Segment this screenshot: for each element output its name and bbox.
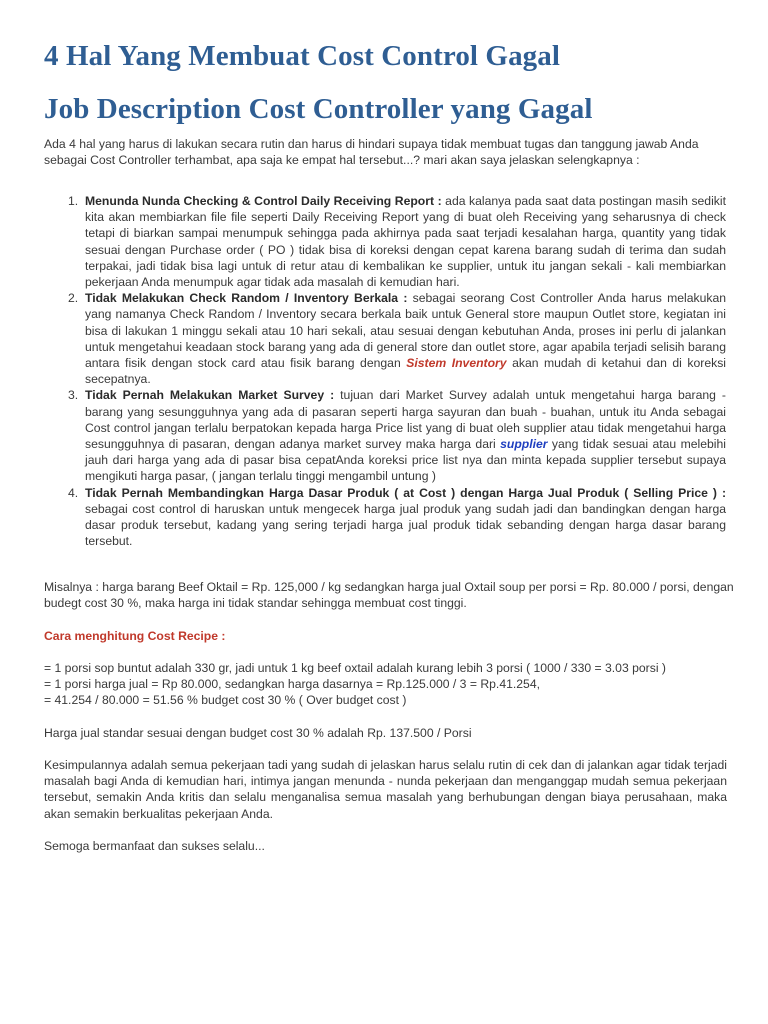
supplier-link[interactable]: supplier (500, 437, 548, 452)
article-title: 4 Hal Yang Membuat Cost Control Gagal (44, 40, 561, 72)
intro-paragraph: Ada 4 hal yang harus di lakukan secara rutin dan harus di hindari supaya tidak membuat tugas dan tanggung jawab Anda sebagai Cost Controller terhambat, apa saja ke empat hal tersebut...? mari akan saya jelaskan selengkapnya : (44, 137, 699, 168)
calc-line: = 41.254 / 80.000 = 51.56 % budget cost 30 % ( Over budget cost ) (44, 693, 407, 707)
list-item: 2. Tidak Melakukan Check Random / Inventory Berkala : sebagai seorang Cost Controller Anda harus melakukan yang namanya Check Random / Inventory secara berkala baik untuk General store maupun Outlet store, kegiatan ini bisa di lakukan 1 minggu sekali atau 10 hari sekali, atau sesuai dengan kebutuhan Anda, proses ini perlu di jalankan untuk mengetahui keadaan stock barang yang ada di general store dan outlet store, agar apabila terjadi selisih barang antara fisik dengan stock card atau fisik barang dengan Sistem Inventory akan mudah di ketahui dan di koreksi secepatnya. (68, 291, 727, 387)
list-item-heading: Tidak Pernah Membandingkan Harga Dasar Produk ( at Cost ) dengan Harga Jual Produk ( Selling Price ) : (85, 485, 726, 500)
list-item: 4. Tidak Pernah Membandingkan Harga Dasar Produk ( at Cost ) dengan Harga Jual Produk ( Selling Price ) : sebagai cost control di haruskan untuk mengecek harga jual produk yang sudah jadi dan bandingkan dengan harga dasar produk tersebut, kadang yang sering terjadi harga jual produk tidak sebanding dengan harga dasar barang tersebut. (68, 485, 726, 549)
closing-text: Semoga bermanfaat dan sukses selalu... (44, 839, 265, 853)
list-item-heading: Tidak Melakukan Check Random / Inventory Berkala : (85, 291, 408, 306)
list-item-text: sebagai seorang Cost Controller Anda harus melakukan yang namanya Check Random / Inventory secara berkala baik untuk General store maupun Outlet store, kegiatan ini bisa di lakukan 1 minggu sekali atau 10 hari sekali, atau sesuai dengan kebutuhan Anda, proses ini perlu di jalankan untuk mengetahui keadaan stock barang yang ada di general store dan outlet store, agar apabila terjadi selisih barang antara fisik dengan stock card atau fisik barang dengan (85, 291, 727, 371)
list-item-text: akan mudah di ketahui dan di koreksi secepatnya. (85, 356, 726, 387)
example-paragraph: Misalnya : harga barang Beef Oktail = Rp. 125,000 / kg sedangkan harga jual Oxtail soup per porsi = Rp. 80.000 / porsi, dengan budegt cost 30 %, maka harga ini tidak standar sehingga membuat cost tinggi. (44, 580, 734, 611)
article-subtitle: Job Description Cost Controller yang Gagal (44, 93, 593, 125)
list-item-text: tujuan dari Market Survey adalah untuk mengetahui harga barang - barang yang sesungguhnya yang ada di pasaran seperti harga sayuran dan buah - buahan, untuk itu Anda sebagai Cost control jangan terlalu berpatokan kepada harga Price list yang di buat oleh supplier atau tidak mengetahui harga sesungguhnya di pasaran, dengan adanya market survey maka harga dari (85, 388, 726, 452)
list-item-text: sebagai cost control di haruskan untuk mengecek harga jual produk yang sudah jadi dan bandingkan dengan harga dasar produk tersebut, kadang yang sering terjadi harga jual produk tidak sebanding dengan harga dasar barang tersebut. (85, 501, 726, 549)
calc-line: = 1 porsi harga jual = Rp 80.000, sedangkan harga dasarnya = Rp.125.000 / 3 = Rp.41.254, (44, 677, 540, 691)
list-item: 1. Menunda Nunda Checking & Control Daily Receiving Report : ada kalanya pada saat data postingan masih sedikit kita akan membiarkan file file seperti Daily Receiving Report yang di buat oleh Receiving yang seharusnya di check tetapi di biarkan sampai menumpuk sehingga pada akhirnya pada saat terjadi kesalahan harga, quantity yang tidak sesuai dengan Purchase order ( PO ) tidak bisa di koreksi dengan cepat karena barang sudah di terima dan sudah terpakai, jadi tidak bisa lagi untuk di retur atau di kembalikan ke supplier, untuk itu jangan sekali - kali membiarkan pekerjaan Anda menumpuk agar tidak ada masalah di kemudian hari. (68, 194, 726, 290)
list-item-heading: Menunda Nunda Checking & Control Daily Receiving Report : (85, 194, 442, 208)
calc-line: = 1 porsi sop buntut adalah 330 gr, jadi untuk 1 kg beef oxtail adalah kurang lebih 3 porsi ( 1000 / 330 = 3.03 porsi ) (44, 661, 666, 675)
sistem-inventory-link[interactable]: Sistem Inventory (406, 356, 507, 371)
list-item-text: ada kalanya pada saat data postingan masih sedikit kita akan membiarkan file file seperti Daily Receiving Report yang di buat oleh Receiving yang seharusnya di check tetapi di biarkan sampai menumpuk sehingga pada akhirnya pada saat terjadi kesalahan harga, quantity yang tidak sesuai dengan Purchase order ( PO ) tidak bisa di koreksi dengan cepat karena barang sudah di terima dan sudah terpakai, jadi tidak bisa lagi untuk di retur atau di kembalikan ke supplier, untuk itu jangan sekali - kali membiarkan pekerjaan Anda menumpuk agar tidak ada masalah di kemudian hari. (85, 194, 726, 290)
list-item-text: yang tidak sesuai atau melebihi jauh dari harga yang ada di pasar bisa cepatAnda koreksi price list nya dan minta kepada supplier tersebut supaya mengikuti harga pasar, ( jangan terlalu tinggi mengambil untung ) (85, 437, 726, 484)
standard-price-text: Harga jual standar sesuai dengan budget cost 30 % adalah Rp. 137.500 / Porsi (44, 726, 472, 740)
cost-recipe-heading: Cara menghitung Cost Recipe : (44, 629, 226, 643)
list-item: 3. Tidak Pernah Melakukan Market Survey : tujuan dari Market Survey adalah untuk mengetahui harga barang - barang yang sesungguhnya yang ada di pasaran seperti harga sayuran dan buah - buahan, untuk itu Anda sebagai Cost control jangan terlalu berpatokan kepada harga Price list yang di buat oleh supplier atau tidak mengetahui harga sesungguhnya di pasaran, dengan adanya market survey maka harga dari supplier yang tidak sesuai atau melebihi jauh dari harga yang ada di pasar bisa cepatAnda koreksi price list nya dan minta kepada supplier tersebut supaya mengikuti harga pasar, ( jangan terlalu tinggi mengambil untung ) (68, 388, 726, 484)
problem-list (68, 193, 727, 549)
list-item-heading: Tidak Pernah Melakukan Market Survey : (85, 388, 335, 403)
conclusion-paragraph: Kesimpulannya adalah semua pekerjaan tadi yang sudah di jelaskan harus selalu rutin di cek dan di jalankan agar tidak terjadi masalah bagi Anda di kemudian hari, intimya jangan menunda - nunda pekerjaan dan menganggap mudah semua pekerjaan tersebut, semakin Anda kritis dan selalu menganalisa semua masalah yang berhubungan dengan biaya perusahaan, maka akan semakin berkualitas pekerjaan Anda. (44, 758, 727, 821)
